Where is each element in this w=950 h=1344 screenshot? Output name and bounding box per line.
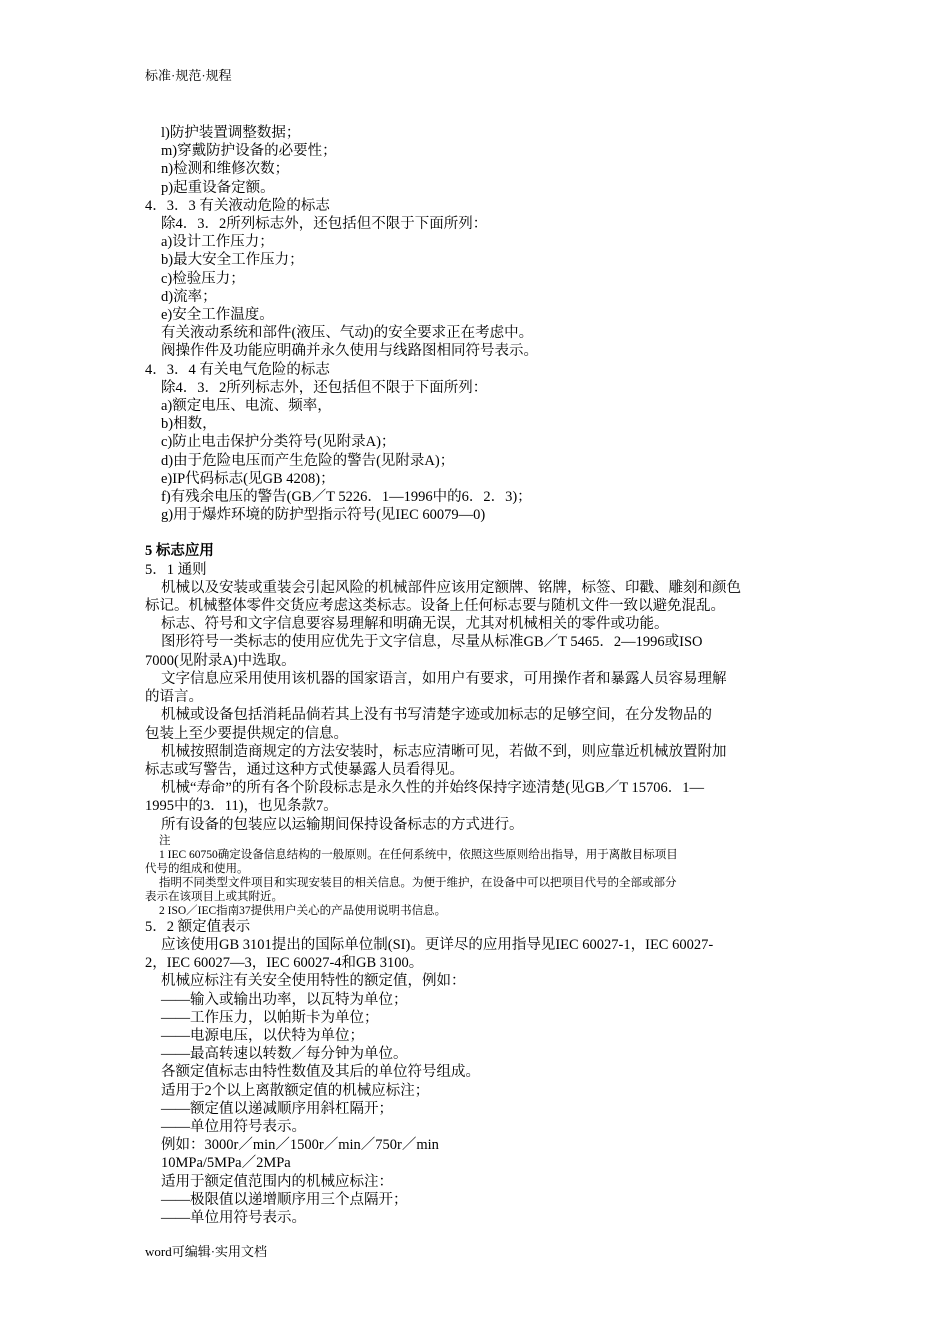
text-line: p)起重设备定额。 [161, 179, 275, 196]
text-line: a)设计工作压力； [161, 234, 274, 251]
text-line: e)安全工作温度。 [161, 307, 274, 324]
page-footer: word可编辑·实用文档 [145, 1244, 268, 1259]
text-line: 适用于额定值范围内的机械应标注： [161, 1173, 393, 1190]
note-line: 指明不同类型文件项目和实现安装目的相关信息。为便于维护，在设备中可以把项目代号的全部或部分 [159, 876, 677, 889]
text-line: 1995中的3．11)，也见条款7。 [145, 798, 338, 815]
note-line: 1 IEC 60750确定设备信息结构的一般原则。在任何系统中，依照这些原则给出指导，用于离散目标项目 [159, 848, 678, 861]
text-line: e)IP代码标志(见GB 4208)； [161, 470, 335, 487]
text-line: 机械按照制造商规定的方法安装时，标志应清晰可见，若做不到，则应靠近机械放置附加 [161, 743, 727, 760]
text-line: g)用于爆炸环境的防护型指示符号(见IEC 60079—0) [161, 507, 486, 524]
text-line: n)检测和维修次数； [161, 161, 290, 178]
note-line: 注 [159, 834, 171, 847]
page-header: 标准·规范·规程 [145, 68, 232, 83]
note-line: 表示在该项目上或其附近。 [145, 890, 283, 903]
text-line: 适用于2个以上离散额定值的机械应标注； [161, 1082, 430, 1099]
text-line: 文字信息应采用使用该机器的国家语言，如用户有要求，可用操作者和暴露人员容易理解 [161, 670, 727, 687]
note-line: 2 ISO／IEC指南37提供用户关心的产品使用说明书信息。 [159, 904, 447, 917]
text-line: 10MPa/5MPa／2MPa [161, 1155, 291, 1172]
text-line: 阀操作件及功能应明确并永久使用与线路图相同符号表示。 [161, 343, 538, 360]
text-line: a)额定电压、电流、频率， [161, 398, 332, 415]
text-line: 除4．3．2所列标志外，还包括但不限于下面所列： [161, 379, 488, 396]
text-line: 例如：3000r／min／1500r／min／750r／min [161, 1137, 439, 1154]
text-line: l)防护装置调整数据； [161, 125, 301, 141]
text-line: 机械应标注有关安全使用特性的额定值，例如： [161, 973, 466, 990]
blank-line [145, 524, 809, 542]
text-line: 2，IEC 60027—3，IEC 60027-4和GB 3100。 [145, 955, 424, 972]
text-line: ——单位用符号表示。 [161, 1118, 306, 1135]
text-line: d)由于危险电压而产生危险的警告(见附录A)； [161, 452, 455, 469]
text-line: b)最大安全工作压力； [161, 252, 304, 269]
text-line: b)相数， [161, 416, 217, 433]
text-line: 4．3．4 有关电气危险的标志 [145, 361, 330, 378]
text-line: 5 标志应用 [145, 543, 214, 560]
text-line: 标记。机械整体零件交货应考虑这类标志。设备上任何标志要与随机文件一致以避免混乱。 [145, 598, 725, 615]
text-line: ——额定值以递减顺序用斜杠隔开； [161, 1100, 393, 1117]
text-line: 图形符号一类标志的使用应优先于文字信息，尽量从标准GB／T 5465．2—1996或ISO [161, 634, 703, 651]
note-line: 代号的组成和使用。 [145, 862, 249, 875]
text-line: 7000(见附录A)中选取。 [145, 652, 296, 669]
text-line: 5．2 额定值表示 [145, 918, 251, 935]
text-line: ——单位用符号表示。 [161, 1209, 306, 1226]
text-line: 有关液动系统和部件(液压、气动)的安全要求正在考虑中。 [161, 325, 534, 342]
text-line: ——输入或输出功率，以瓦特为单位； [161, 991, 408, 1008]
text-line: 所有设备的包装应以运输期间保持设备标志的方式进行。 [161, 816, 524, 833]
document-body [145, 124, 809, 1227]
text-line: 除4．3．2所列标志外，还包括但不限于下面所列： [161, 216, 488, 233]
text-line: 机械“寿命”的所有各个阶段标志是永久性的并始终保持字迹清楚(见GB／T 15706．1— [161, 780, 705, 797]
text-line: 各额定值标志由特性数值及其后的单位符号组成。 [161, 1064, 480, 1081]
text-line: ——极限值以递增顺序用三个点隔开； [161, 1191, 408, 1208]
text-line: 机械以及安装或重装会引起风险的机械部件应该用定额牌、铭牌，标签、印戳、雕刻和颜色 [161, 579, 741, 596]
text-line: 5．1 通则 [145, 561, 207, 578]
text-line: 包装上至少要提供规定的信息。 [145, 725, 348, 742]
text-line: ——电源电压，以伏特为单位； [161, 1027, 364, 1044]
text-line: 的语言。 [145, 689, 203, 706]
text-line: d)流率； [161, 288, 217, 305]
text-line: 4．3．3 有关液动危险的标志 [145, 197, 330, 214]
text-line: 标志或写警告，通过这种方式使暴露人员看得见。 [145, 761, 464, 778]
text-line: f)有残余电压的警告(GB／T 5226．1—1996中的6．2．3)； [161, 489, 532, 506]
text-line: c)防止电击保护分类符号(见附录A)； [161, 434, 396, 451]
text-line: 应该使用GB 3101提出的国际单位制(SI)。更详尽的应用指导见IEC 60027-1，IEC 60027- [161, 936, 714, 953]
text-line: m)穿戴防护设备的必要性； [161, 143, 337, 160]
text-line: 机械或设备包括消耗品倘若其上没有书写清楚字迹或加标志的足够空间，在分发物品的 [161, 707, 712, 724]
text-line: 标志、符号和文字信息要容易理解和明确无误，尤其对机械相关的零件或功能。 [161, 616, 669, 633]
text-line: ——最高转速以转数／每分钟为单位。 [161, 1046, 408, 1063]
text-line: ——工作压力，以帕斯卡为单位； [161, 1009, 379, 1026]
text-line: c)检验压力； [161, 270, 245, 287]
